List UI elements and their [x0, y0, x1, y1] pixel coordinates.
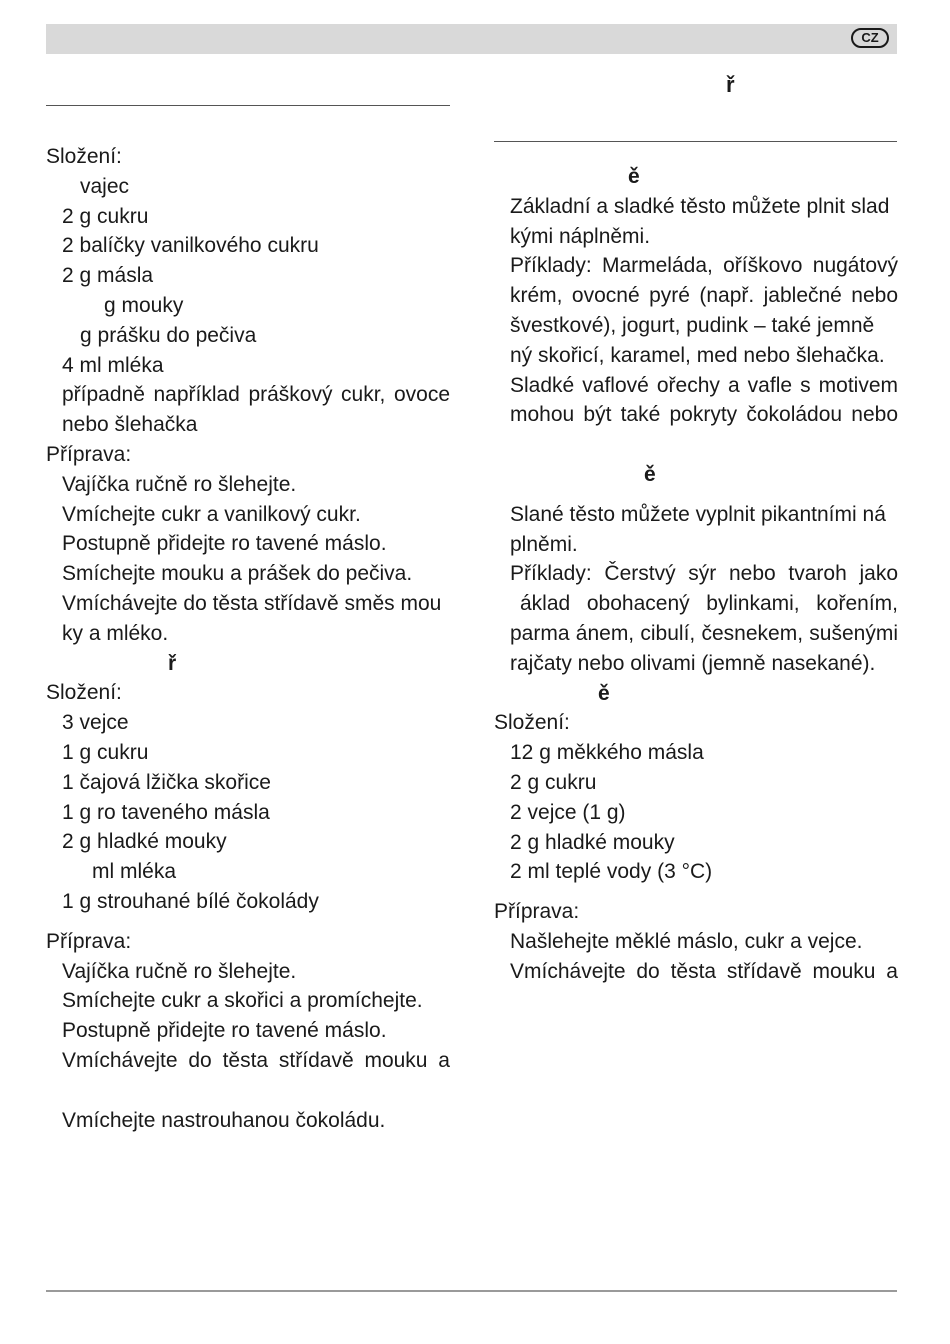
ingredient-item: g mouky — [104, 293, 184, 317]
text-line: Příklady: Čerstvý sýr nebo tvaroh jako — [510, 562, 898, 586]
header-bar — [46, 24, 897, 54]
optional-note: případně například práškový cukr, ovoce — [62, 383, 450, 407]
preparation-step: Vmíchávejte do těsta střídavě směs mou — [62, 591, 442, 615]
footer-rule — [46, 1290, 897, 1292]
text-line: švestkové), jogurt, pudink – také jemně — [510, 313, 875, 337]
text-line: Sladké vaflové ořechy a vafle s motivem — [510, 373, 898, 397]
preparation-label: Příprava: — [494, 900, 580, 924]
text-line: mohou být také pokryty čokoládou nebo — [510, 403, 898, 427]
ingredient-item: ml mléka — [92, 860, 177, 884]
preparation-step: ky a mléko. — [62, 621, 169, 645]
section-heading: ě — [644, 462, 656, 486]
recipe-heading: ř — [168, 651, 177, 675]
right-title-rule — [494, 141, 897, 142]
text-line: áklad obohacený bylinkami, kořením, — [520, 592, 898, 616]
text-line: ný skořicí, karamel, med nebo šlehačka. — [510, 343, 885, 367]
recipe-heading: ě — [598, 681, 610, 705]
ingredients-label: Složení: — [46, 145, 122, 168]
right-section-title: ř — [726, 72, 735, 97]
left-title-rule — [46, 105, 450, 106]
ingredient-item: 2 vejce (1 g) — [510, 800, 626, 824]
preparation-step: Vajíčka ručně ro šlehejte. — [62, 472, 297, 496]
ingredient-item: g prášku do pečiva — [80, 323, 257, 347]
text-line: Příklady: Marmeláda, oříškovo nugátový — [510, 254, 898, 278]
ingredient-item: 2 g cukru — [62, 204, 149, 228]
ingredients-label: Složení: — [494, 711, 570, 735]
preparation-step: Smíchejte cukr a skořici a promíchejte. — [62, 989, 423, 1013]
ingredient-item: 2 g másla — [62, 264, 154, 288]
ingredient-item: 12 g měkkého másla — [510, 741, 704, 765]
left-column — [46, 142, 450, 1135]
text-line: krém, ovocné pyré (např. jablečné nebo — [510, 284, 898, 308]
ingredient-item: 4 ml mléka — [62, 353, 164, 377]
text-line: rajčaty nebo olivami (jemně nasekané). — [510, 651, 876, 675]
ingredient-item: 1 g strouhané bílé čokolády — [62, 889, 319, 913]
preparation-step: Vajíčka ručně ro šlehejte. — [62, 959, 297, 983]
preparation-step: Vmíchávejte do těsta střídavě mouku a — [510, 959, 898, 983]
preparation-step: Vmíchejte nastrouhanou čokoládu. — [62, 1108, 386, 1132]
preparation-step: Vmíchávejte do těsta střídavě mouku a — [62, 1048, 450, 1072]
preparation-step: Našlehejte měklé máslo, cukr a vejce. — [510, 929, 863, 953]
ingredient-item: 3 vejce — [62, 711, 129, 735]
ingredient-item: 1 g cukru — [62, 740, 149, 764]
text-line: plněmi. — [510, 532, 578, 556]
preparation-step: Vmíchejte cukr a vanilkový cukr. — [62, 502, 361, 526]
preparation-step: Smíchejte mouku a prášek do pečiva. — [62, 562, 413, 586]
preparation-step: Postupně přidejte ro tavené máslo. — [62, 532, 387, 556]
preparation-label: Příprava: — [46, 929, 132, 953]
ingredient-item: 1 g ro taveného másla — [62, 800, 270, 824]
ingredient-item: 2 g hladké mouky — [510, 830, 675, 854]
text-line: Slané těsto můžete vyplnit pikantními ná — [510, 502, 886, 526]
text-line: Základní a sladké těsto můžete plnit slad — [510, 194, 890, 218]
text-line: kými náplněmi. — [510, 224, 651, 248]
section-heading: ě — [628, 165, 640, 188]
ingredient-item: 2 balíčky vanilkového cukru — [62, 234, 319, 258]
optional-note: nebo šlehačka — [62, 413, 198, 437]
preparation-step: Postupně přidejte ro tavené máslo. — [62, 1019, 387, 1043]
ingredient-item: 1 čajová lžička skořice — [62, 770, 271, 794]
ingredient-item: 2 g hladké mouky — [62, 830, 227, 854]
ingredient-item: vajec — [80, 174, 130, 198]
ingredient-item: 2 g cukru — [510, 770, 597, 794]
ingredient-item: 2 ml teplé vody (3 °C) — [510, 860, 713, 884]
right-column — [494, 162, 898, 987]
preparation-label: Příprava: — [46, 442, 132, 466]
language-badge: CZ — [851, 28, 889, 48]
text-line: parma ánem, cibulí, česnekem, sušenými — [510, 621, 898, 645]
ingredients-label: Složení: — [46, 681, 122, 705]
